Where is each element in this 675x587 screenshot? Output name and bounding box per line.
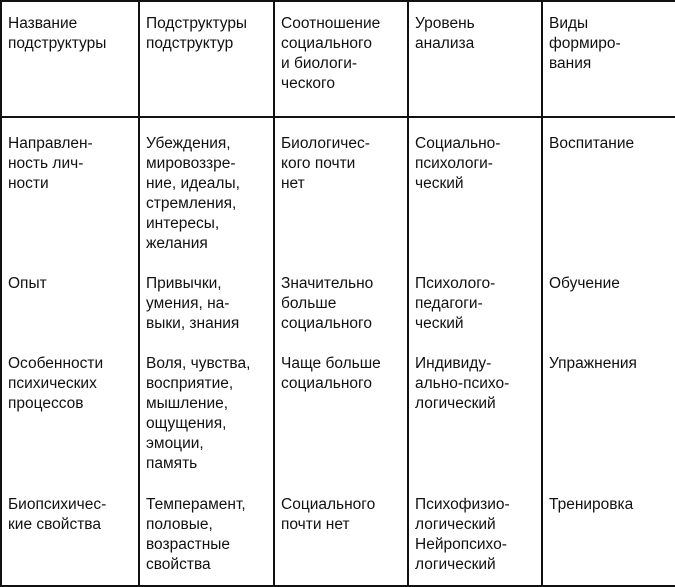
header-sub-substructures: Подструктуры подструктур <box>139 1 274 117</box>
cell-formation-type: Упражнения <box>542 354 675 495</box>
cell-sub-substructures: Привычки, умения, на- выки, знания <box>139 274 274 354</box>
cell-analysis-level: Психолого- педагоги- ческий <box>408 274 542 354</box>
table-row <box>1 354 675 495</box>
header-substructure-name: Название подструктуры <box>1 1 139 117</box>
cell-formation-type: Тренировка <box>542 495 675 586</box>
cell-analysis-level: Психофизио- логический Нейропсихо- логический <box>408 495 542 586</box>
header-analysis-level: Уровень анализа <box>408 1 542 117</box>
header-social-biological-ratio: Соотношение социального и биологи- ческого <box>274 1 408 117</box>
cell-substructure-name: Опыт <box>1 274 139 354</box>
header-row <box>1 1 675 117</box>
cell-substructure-name: Биопсихичес- кие свойства <box>1 495 139 586</box>
cell-social-biological-ratio: Социального почти нет <box>274 495 408 586</box>
cell-substructure-name: Особенности психических процессов <box>1 354 139 495</box>
cell-formation-type: Воспитание <box>542 117 675 274</box>
cell-social-biological-ratio: Чаще больше социального <box>274 354 408 495</box>
cell-formation-type: Обучение <box>542 274 675 354</box>
cell-analysis-level: Социально- психологи- ческий <box>408 117 542 274</box>
cell-social-biological-ratio: Значительно больше социального <box>274 274 408 354</box>
cell-social-biological-ratio: Биологичес- кого почти нет <box>274 117 408 274</box>
table-row <box>1 274 675 354</box>
cell-sub-substructures: Темперамент, половые, возрастные свойства <box>139 495 274 586</box>
cell-sub-substructures: Воля, чувства, восприятие, мышление, ощущения, эмоции, память <box>139 354 274 495</box>
table-row <box>1 495 675 586</box>
table-row <box>1 117 675 274</box>
cell-sub-substructures: Убеждения, мировоззре- ние, идеалы, стремления, интересы, желания <box>139 117 274 274</box>
header-formation-types: Виды формиро- вания <box>542 1 675 117</box>
cell-analysis-level: Индивиду- ально-психо- логический <box>408 354 542 495</box>
cell-substructure-name: Направлен- ность лич- ности <box>1 117 139 274</box>
